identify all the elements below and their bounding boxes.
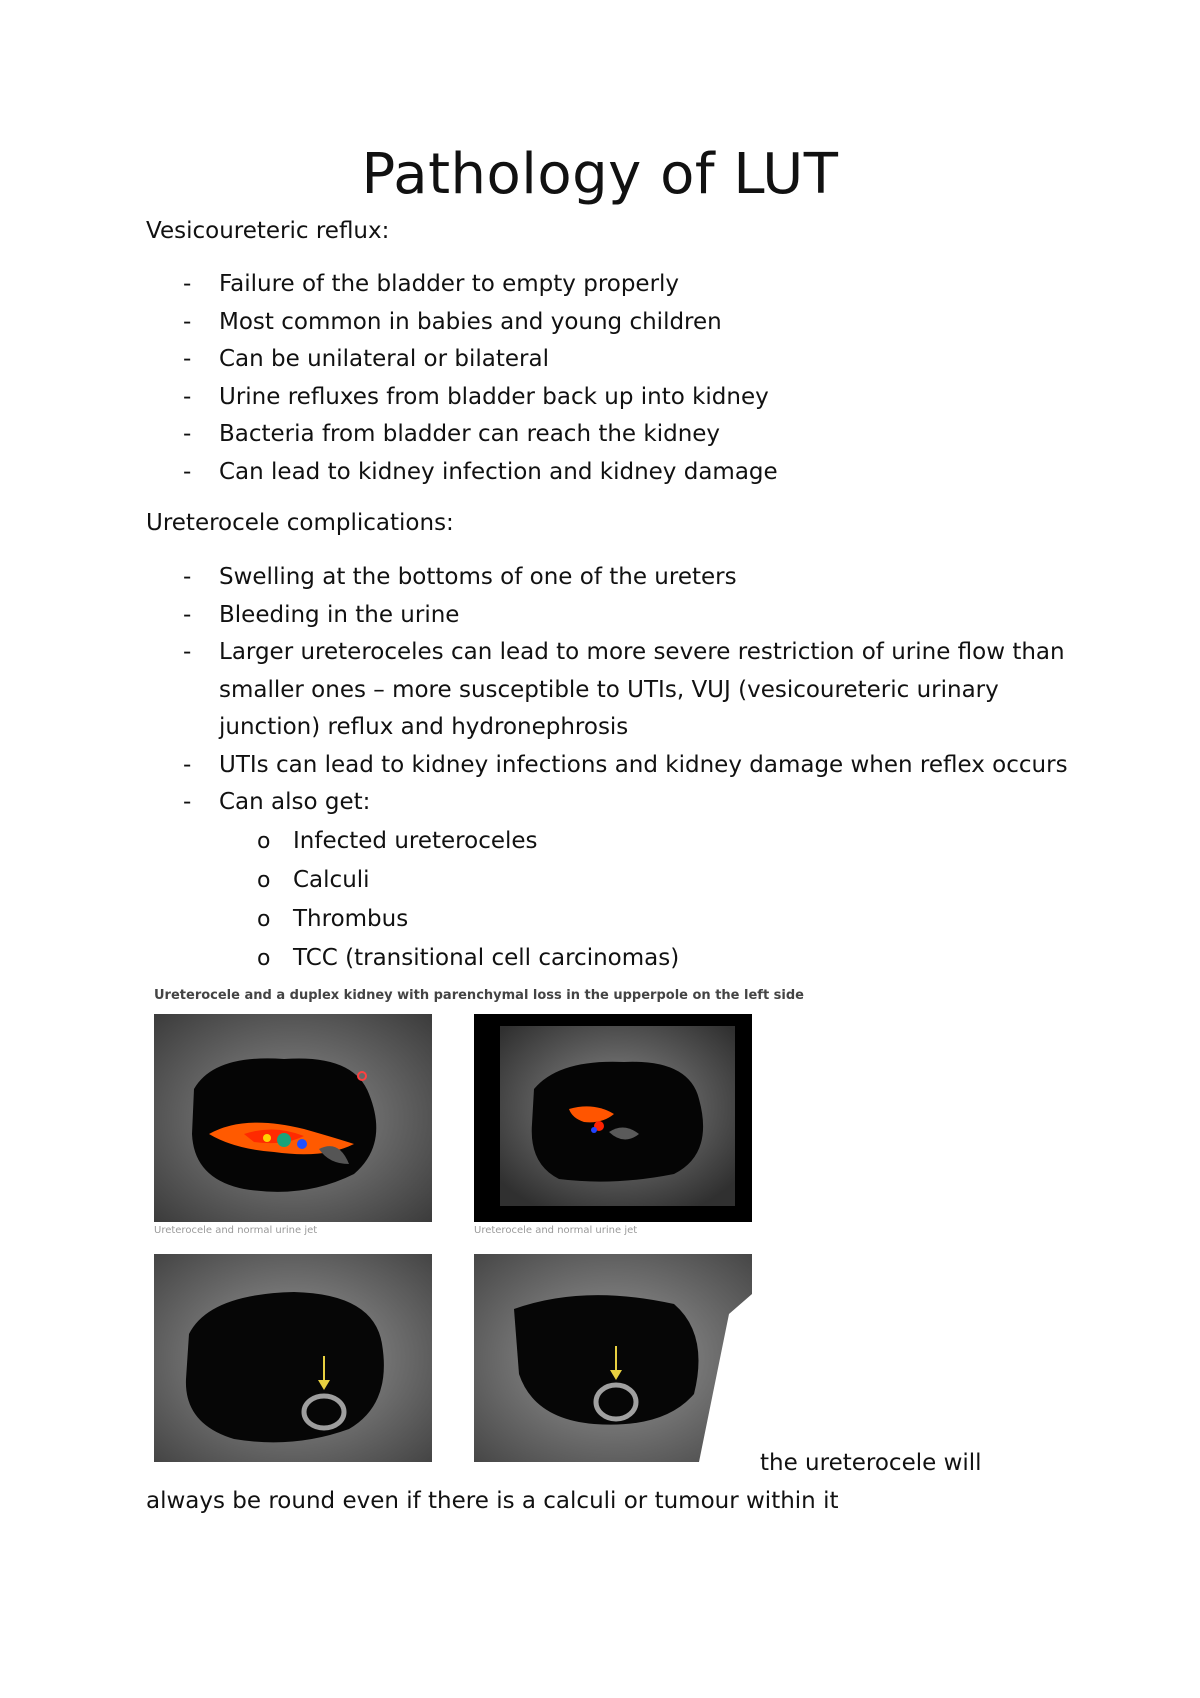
sub-list-item: o TCC (transitional cell carcinomas) — [219, 939, 1076, 978]
dash-marker: - — [183, 751, 192, 778]
sub-list-item: o Calculi — [219, 861, 1076, 900]
ureterocele-list — [146, 559, 1076, 978]
sub-list-item: o Thrombus — [219, 900, 1076, 939]
dash-marker: - — [183, 271, 192, 297]
sub-list — [219, 822, 1076, 978]
circle-bullet-icon: o — [257, 828, 271, 854]
list-item: - Bacteria from bladder can reach the kidney — [146, 416, 1076, 454]
list-item: - Can also get: o Infected ureteroceles o Calculi o Thrombus o TCC (transitional cell carcinomas) — [146, 784, 1076, 978]
dash-marker: - — [183, 308, 192, 335]
dash-marker: - — [183, 639, 192, 665]
list-item: - Bleeding in the urine — [146, 597, 1076, 635]
circle-bullet-icon: o — [257, 945, 271, 971]
closing-text-line2: always be round even if there is a calculi or tumour within it — [146, 1488, 839, 1514]
ultrasound-image-grey-2 — [474, 1254, 752, 1462]
image-sub-caption: Ureterocele and normal urine jet — [474, 1225, 638, 1236]
list-item: - Can lead to kidney infection and kidney damage — [146, 454, 1076, 492]
ureterocele-heading: Ureterocele complications: — [146, 510, 454, 536]
ultrasound-image-grey-1 — [154, 1254, 432, 1462]
dash-marker: - — [183, 346, 192, 372]
vur-list — [146, 266, 1076, 491]
page-title: Pathology of LUT — [361, 142, 839, 207]
circle-bullet-icon: o — [257, 906, 271, 932]
vur-heading: Vesicoureteric reflux: — [146, 218, 390, 244]
list-item: - Most common in babies and young children — [146, 304, 1076, 342]
closing-text-line1: the ureterocele will — [760, 1450, 982, 1476]
dash-marker: - — [183, 458, 192, 485]
figure-caption: Ureterocele and a duplex kidney with parenchymal loss in the upperpole on the left side — [154, 988, 804, 1003]
circle-bullet-icon: o — [257, 867, 271, 893]
ultrasound-image-doppler-1 — [154, 1014, 432, 1222]
dash-marker: - — [183, 601, 192, 628]
dash-marker: - — [183, 383, 192, 410]
list-item: - Swelling at the bottoms of one of the ureters — [146, 559, 1076, 597]
dash-marker: - — [183, 421, 192, 447]
list-item: - Failure of the bladder to empty properly — [146, 266, 1076, 304]
dash-marker: - — [183, 564, 192, 590]
ultrasound-image-doppler-2 — [474, 1014, 752, 1222]
dash-marker: - — [183, 789, 192, 815]
list-item: - Can be unilateral or bilateral — [146, 341, 1076, 379]
sub-list-item: o Infected ureteroceles — [219, 822, 1076, 861]
image-sub-caption: Ureterocele and normal urine jet — [154, 1225, 318, 1236]
list-item: - Larger ureteroceles can lead to more severe restriction of urine flow than smaller ones – more susceptible to UTIs, VUJ (vesicoureteric urinary junction) reflux and hydronephrosis — [146, 634, 1076, 747]
list-item: - Urine refluxes from bladder back up into kidney — [146, 379, 1076, 417]
list-item: - UTIs can lead to kidney infections and kidney damage when reflex occurs — [146, 747, 1076, 785]
